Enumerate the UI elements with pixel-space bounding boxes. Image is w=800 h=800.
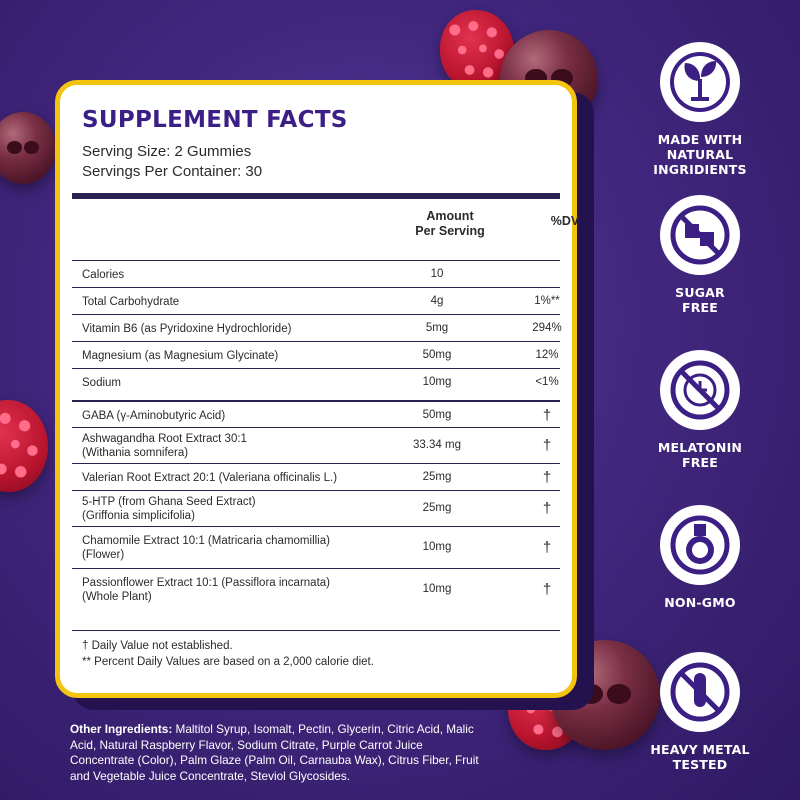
nutrient-row	[72, 490, 560, 527]
nutrient-amount: 25mg	[422, 470, 452, 483]
nutrient-amount: 25mg	[422, 502, 452, 514]
no-sugar-cubes-icon	[660, 195, 740, 275]
badge-sugar-free	[640, 195, 760, 315]
other-ingredients-label: Other Ingredients:	[70, 722, 173, 736]
nutrient-row	[72, 427, 560, 464]
nutrient-row	[72, 260, 560, 288]
serving-size: Serving Size: 2 Gummies	[82, 143, 252, 160]
badge-heavy-metal	[640, 652, 760, 772]
nutrient-row	[72, 368, 560, 396]
no-test-tube-icon	[660, 652, 740, 732]
footnote-dv: ** Percent Daily Values are based on a 2,000 calorie diet.	[82, 656, 374, 668]
nutrient-dv: †	[542, 406, 552, 424]
badge-label: MELATONIN FREE	[657, 440, 743, 470]
nutrient-amount: 50mg	[422, 408, 452, 421]
nutrient-amount: 50mg	[422, 348, 452, 361]
nutrient-name: Total Carbohydrate	[82, 295, 180, 308]
nutrient-dv: †	[542, 468, 552, 486]
badge-label: SUGAR FREE	[675, 285, 725, 315]
nutrient-dv: †	[542, 500, 552, 517]
nutrient-name: Vitamin B6 (as Pyridoxine Hydrochloride)	[82, 322, 292, 335]
nutrient-row	[72, 526, 560, 569]
badge-melatonin-free	[640, 350, 760, 470]
nutrient-amount: 10mg	[422, 583, 452, 595]
nutrient-name: Ashwagandha Root Extract 30:1 (Withania somnifera)	[82, 433, 247, 459]
supplement-facts-panel	[55, 80, 580, 698]
nutrient-dv: †	[542, 581, 552, 598]
nutrient-amount: 10mg	[422, 375, 452, 388]
nutrient-row	[72, 287, 560, 315]
badge-label: MADE WITH NATURAL INGRIDIENTS	[653, 132, 747, 177]
nutrient-row	[72, 341, 560, 369]
nutrient-name: GABA (γ-Aminobutyric Acid)	[82, 409, 226, 422]
nutrient-dv: †	[542, 539, 552, 556]
nutrient-amount: 5mg	[425, 321, 449, 334]
panel-title: SUPPLEMENT FACTS	[82, 107, 348, 133]
footnote-dagger: † Daily Value not established.	[82, 640, 233, 652]
nutrient-name: 5-HTP (from Ghana Seed Extract) (Griffonia simplicifolia)	[82, 496, 256, 522]
badge-label: NON-GMO	[664, 595, 736, 610]
raspberry-image	[0, 400, 48, 492]
nutrient-amount: 33.34 mg	[413, 439, 461, 451]
nutrient-dv: 12%	[535, 348, 559, 361]
nutrient-dv: 1%**	[534, 294, 560, 307]
thick-divider	[72, 193, 560, 199]
dv-header: %DV	[550, 214, 580, 228]
badge-label: HEAVY METAL TESTED	[650, 742, 750, 772]
flask-icon	[660, 505, 740, 585]
nutrient-name: Chamomile Extract 10:1 (Matricaria chamomillia) (Flower)	[82, 535, 330, 561]
nutrient-dv: 294%	[532, 321, 562, 334]
nutrient-row	[72, 568, 560, 611]
leaf-sprout-icon	[660, 42, 740, 122]
amount-header: Amount Per Serving	[415, 209, 485, 238]
row-divider	[72, 630, 560, 631]
servings-per-container: Servings Per Container: 30	[82, 163, 263, 180]
nutrient-name: Magnesium (as Magnesium Glycinate)	[82, 349, 279, 362]
nutrient-amount: 10	[430, 267, 444, 280]
badge-non-gmo	[640, 505, 760, 610]
nutrient-amount: 4g	[430, 294, 444, 307]
nutrient-row	[72, 400, 560, 429]
other-ingredients-text: Maltitol Syrup, Isomalt, Pectin, Glycerin, Citric Acid, Malic Acid, Natural Raspberry Flavor, Sodium Citrate, Purple Carrot Juice Concentrate (Color), Palm Glaze (Palm Oil, Carnauba Wax), Citrus Fiber, Fruit and Vegetable Juice Concentrate, Steviol Glycosides.	[70, 722, 479, 783]
nutrient-row	[72, 463, 560, 491]
nutrient-amount: 10mg	[422, 541, 452, 553]
nutrient-row	[72, 314, 560, 342]
nutrient-dv: †	[542, 437, 552, 454]
no-clock-icon	[660, 350, 740, 430]
nutrient-name: Passionflower Extract 10:1 (Passiflora incarnata) (Whole Plant)	[82, 577, 330, 603]
badge-natural	[640, 42, 760, 177]
gummy-image	[0, 112, 56, 184]
nutrient-name: Sodium	[82, 376, 121, 389]
nutrient-dv: <1%	[535, 375, 559, 388]
nutrient-name: Calories	[82, 268, 125, 281]
other-ingredients	[70, 722, 490, 784]
nutrient-name: Valerian Root Extract 20:1 (Valeriana officinalis L.)	[82, 471, 338, 484]
